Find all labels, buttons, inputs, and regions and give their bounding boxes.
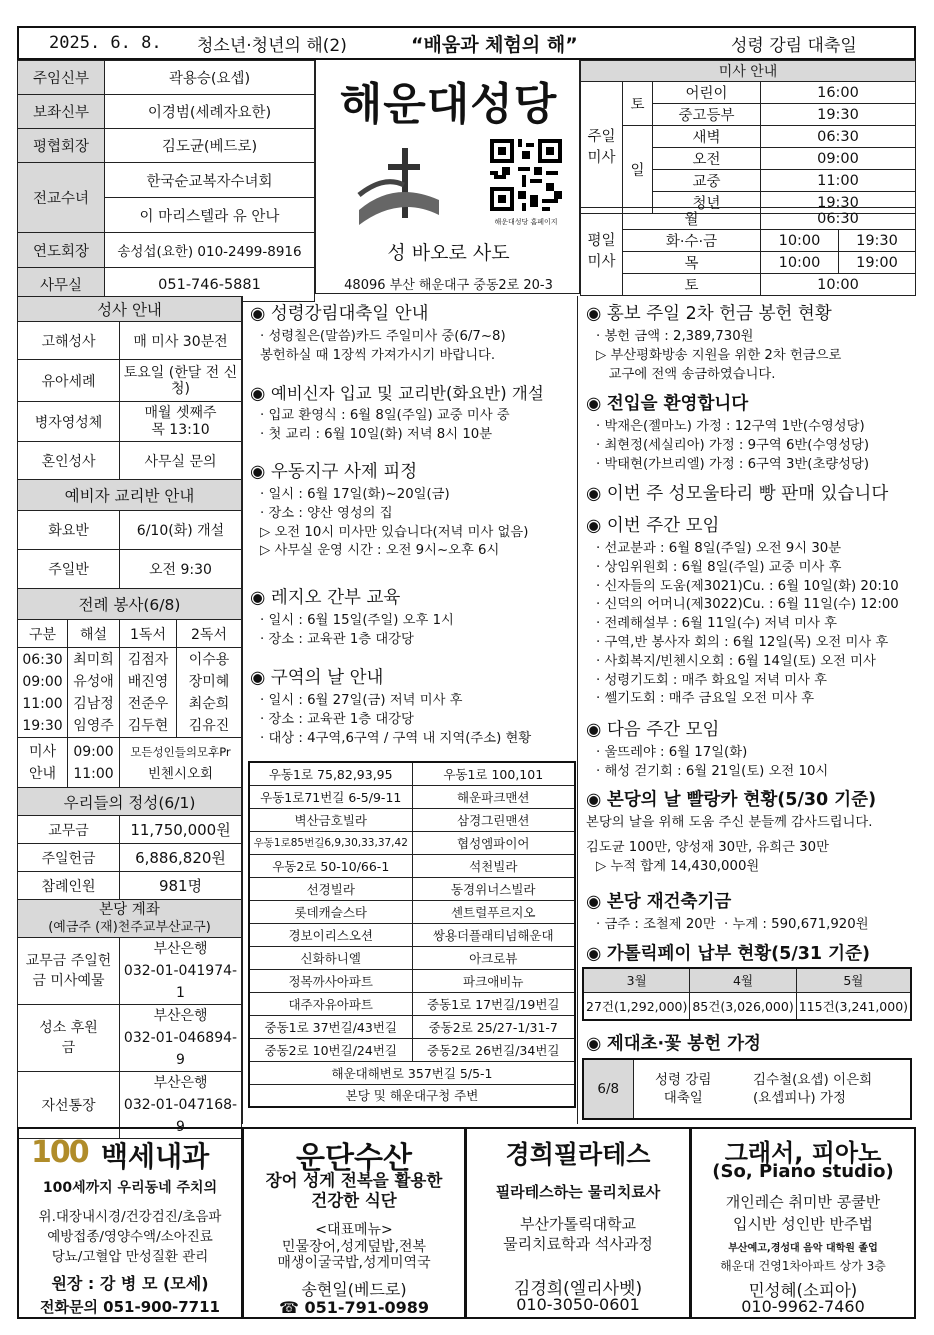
bullet-icon: ◉ <box>586 1034 607 1054</box>
liturgy-header: 1독서 <box>120 620 177 648</box>
notice-line: · 쎌기도회 : 매주 금요일 오전 미사 후 <box>596 691 815 707</box>
notice-bread-sale <box>586 480 916 508</box>
pay-month: 5월 <box>796 968 911 992</box>
account-number: 032-01-046894-9 <box>123 1030 238 1068</box>
notice-line: · 대상 : 4구역,6구역 / 구역 내 지역(주소) 현황 <box>260 730 532 746</box>
account-label: 교무금 주일헌금 미사예물 <box>18 938 120 1005</box>
district-row <box>249 808 575 831</box>
qr-caption: 해운대성당 홈페이지 <box>494 218 558 226</box>
bullet-icon: ◉ <box>250 462 271 482</box>
notice-rebuild-fund <box>586 888 916 935</box>
bullet-icon: ◉ <box>586 790 607 810</box>
liturgy-cell: 최순희 <box>188 695 230 712</box>
bullet-icon: ◉ <box>586 394 607 414</box>
staff-role: 주임신부 <box>32 71 90 87</box>
ad-contact: 전화문의 051-900-7711 <box>39 1298 220 1316</box>
liturgy-cell: 배진영 <box>127 673 169 690</box>
district-cell: 아크로뷰 <box>412 946 575 969</box>
liturgy-cell: 19:30 <box>22 717 63 734</box>
weekday-mass-table <box>580 207 916 296</box>
patron-saint: 성 바오로 사도 <box>387 242 510 264</box>
notice-title: 가톨릭페이 납부 현황(5/31 기준) <box>606 944 870 964</box>
notice-line: · 구역,반 봉사자 회의 : 6월 12일(목) 오전 미사 후 <box>596 634 889 650</box>
ad-subtitle: (So, Piano studio) <box>712 1161 894 1182</box>
district-cell: 벽산금호빌라 <box>249 808 412 831</box>
ad-line: 당뇨/고혈압 만성질환 관리 <box>51 1249 209 1265</box>
ad-line: 입시반 성인반 반주법 <box>733 1215 873 1233</box>
sunday-mass-label: 주일미사 <box>581 82 623 214</box>
staff-name: 한국순교복자수녀회 <box>146 173 273 190</box>
ad-contact: 민성혜(소피아) <box>748 1281 858 1300</box>
mass-time: 19:00 <box>839 252 916 274</box>
mass-guide-label: 미사 안내 <box>18 738 68 788</box>
pay-value: 115건(3,241,000) <box>796 992 911 1020</box>
accounts-subtitle: (예금주 (재)천주교부산교구) <box>48 919 211 935</box>
district-row <box>249 831 575 854</box>
offering-label: 주일헌금 <box>18 844 120 872</box>
staff-name: 이 마리스텔라 유 안나 <box>139 208 280 225</box>
notice-this-week <box>586 512 916 709</box>
bullet-icon: ◉ <box>250 304 271 324</box>
notice-altar <box>586 1030 916 1058</box>
mass-title: 미사 안내 <box>581 61 916 82</box>
notice-line: · 전례해설부 : 6월 11일(수) 저녁 미사 후 <box>596 616 838 632</box>
offering-label: 참례인원 <box>18 872 120 900</box>
notice-line: · 선교분과 : 6월 8일(주일) 오전 9시 30분 <box>596 541 842 556</box>
liturgy-cell: 임영주 <box>73 717 114 734</box>
liturgy-header: 해설 <box>68 620 120 648</box>
staff-name: 이경범(세례자요한) <box>147 105 272 121</box>
ad-line: 부산가톨릭대학교 <box>520 1215 636 1233</box>
notice-line: 본당의 날을 위해 도움 주신 분들께 감사드립니다. <box>586 815 873 830</box>
bullet-icon: ◉ <box>586 892 607 912</box>
mass-name: 중고등부 <box>653 104 761 126</box>
notice-line: · 일시 : 6월 17일(화)~20일(금) <box>260 487 450 502</box>
staff-role: 평협회장 <box>32 139 90 155</box>
ad-contact: 송현일(베드로) <box>301 1280 407 1299</box>
altar-date: 6/8 <box>583 1059 633 1119</box>
mass-name: 목 <box>623 252 761 274</box>
offering-value: 11,750,000원 <box>120 816 242 844</box>
district-cell: 우동1로 100,101 <box>412 762 575 785</box>
offering-title: 우리들의 정성(6/1) <box>18 788 242 816</box>
liturgy-cell: 김두현 <box>127 717 169 734</box>
ad-line: 위.대장내시경/건강검진/초음파 <box>38 1209 222 1225</box>
clinic-logo-icon: 100 <box>31 1135 88 1170</box>
offering-value: 6,886,820원 <box>120 844 242 872</box>
mass-time: 10:00 <box>761 274 916 296</box>
notice-welcome <box>586 390 916 474</box>
notice-line: 교구에 전액 송금하였습니다. <box>596 366 776 382</box>
liturgy-header: 2독서 <box>177 620 242 648</box>
ad-tagline: 100세까지 우리동네 주치의 <box>42 1180 218 1196</box>
ad-line: 매생이굴국밥,성게미역국 <box>277 1255 431 1271</box>
notice-line: · 최현정(세실리아) 가정 : 9구역 6반(수영성당) <box>596 437 870 453</box>
liturgy-cell: 장미혜 <box>188 673 230 690</box>
mass-name: 오전 <box>653 148 761 170</box>
district-row <box>249 1038 575 1061</box>
bullet-icon: ◉ <box>250 668 271 688</box>
notice-line: · 박재은(젤마노) 가정 : 12구역 1반(수영성당) <box>596 419 865 434</box>
ad-title: 그래서, 피아노 <box>724 1139 882 1167</box>
district-cell: 경보이리스오션 <box>249 923 412 946</box>
district-cell: 우동1로 75,82,93,95 <box>249 762 412 785</box>
ad-title: 백세내과 <box>101 1140 210 1173</box>
notice-line: 김도균 100만, 양성재 30만, 유희근 30만 <box>586 839 829 855</box>
staff-name: 김도균(베드로) <box>161 139 258 155</box>
bullet-icon: ◉ <box>586 516 607 536</box>
liturgy-cell: 09:00 <box>22 673 63 690</box>
notice-title: 제대초·꽃 봉헌 가정 <box>606 1034 761 1054</box>
ad-tagline: 장어 성게 전복을 활용한 건강한 식단 <box>265 1171 443 1210</box>
district-cell: 석천빌라 <box>412 854 575 877</box>
mass-time: 10:00 <box>761 252 839 274</box>
district-row <box>249 785 575 808</box>
year-theme: 청소년·청년의 해(2) <box>197 35 347 56</box>
liturgy-cell: 최미희 <box>73 651 114 668</box>
district-row <box>249 1061 575 1084</box>
notice-line: · 사회복지/빈첸시오회 : 6월 14일(토) 오전 미사 <box>596 653 876 669</box>
accounts-title: 본당 계좌 <box>99 901 160 918</box>
ad-pilates <box>465 1127 691 1319</box>
bullet-icon: ◉ <box>586 944 607 964</box>
mass-time: 19:30 <box>761 104 916 126</box>
notice-line: ▷ 오전 10시 미사만 있습니다(저녁 미사 없음) <box>260 524 529 540</box>
ad-address: 해운대 건영1차아파트 상가 3층 <box>720 1259 886 1273</box>
weekday-mass-label: 평일미사 <box>581 208 623 296</box>
district-row <box>249 877 575 900</box>
notice-line: · 신자들의 도움(제3021)Cu. : 6월 10일(화) 20:10 <box>596 578 899 594</box>
district-row <box>249 1084 575 1107</box>
mass-schedule-table <box>580 60 916 214</box>
notice-retreat <box>250 458 576 561</box>
pay-month: 3월 <box>583 968 690 992</box>
district-cell: 쌍용더플래티넘해운대 <box>412 923 575 946</box>
notice-line: · 성령칠은(말씀)카드 주일미사 중(6/7~8) <box>260 329 506 344</box>
saturday-label: 토 <box>623 82 653 126</box>
district-cell: 파크애비뉴 <box>412 969 575 992</box>
bullet-icon: ◉ <box>250 384 271 404</box>
notice-title: 전입을 환영합니다 <box>606 394 749 414</box>
mass-name: 청년 <box>653 192 761 214</box>
account-bank: 부산은행 <box>153 1075 208 1091</box>
offering-value: 981명 <box>120 872 242 900</box>
district-cell: 정목까사아파트 <box>249 969 412 992</box>
catholic-pay-table <box>582 967 912 1021</box>
mass-name: 새벽 <box>653 126 761 148</box>
staff-role: 연도회장 <box>32 243 90 260</box>
district-cell: 센트럴푸르지오 <box>412 900 575 923</box>
district-cell: 삼경그린맨션 <box>412 808 575 831</box>
left-lower-table <box>17 296 242 1139</box>
altar-families: 김수철(요셉) 이은희(요셉피나) 가정 <box>733 1059 911 1119</box>
notice-line: · 봉헌 금액 : 2,389,730원 <box>596 329 754 344</box>
staff-table <box>17 60 315 302</box>
liturgy-cell: 11:00 <box>22 695 63 712</box>
notice-title: 이번 주 성모울타리 빵 판매 있습니다 <box>606 484 889 504</box>
liturgy-cell: 06:30 <box>22 651 63 668</box>
district-cell: 중동1로 17번길/19번길 <box>412 992 575 1015</box>
pay-month: 4월 <box>690 968 796 992</box>
mass-time: 19:30 <box>761 192 916 214</box>
catechumen-value: 6/10(화) 개설 <box>120 511 242 550</box>
notice-line: · 일시 : 6월 15일(주일) 오후 1시 <box>260 613 454 628</box>
feast-name: 성령 강림 대축일 <box>731 35 857 56</box>
staff-name: 곽용승(요셉) <box>168 71 251 87</box>
mass-time: 06:30 <box>761 126 916 148</box>
notice-next-week <box>586 716 916 782</box>
notice-district-day <box>250 664 576 748</box>
header-bar <box>17 26 916 60</box>
notice-title: 본당의 날 빨랑카 현황(5/30 기준) <box>606 790 877 810</box>
bulletin-date: 2025. 6. 8. <box>49 33 162 53</box>
notice-title: 구역의 날 안내 <box>270 668 384 688</box>
notice-catechumen <box>250 380 576 445</box>
district-cell: 우동2로 50-10/66-1 <box>249 854 412 877</box>
sacrament-label: 유아세례 <box>18 360 120 402</box>
pay-value: 85건(3,026,000) <box>690 992 796 1020</box>
district-cell: 중동2로 10번길/24번길 <box>249 1038 412 1061</box>
church-emblem-icon <box>354 140 444 235</box>
district-cell: 선경빌라 <box>249 877 412 900</box>
church-address: 48096 부산 해운대구 중동2로 20-3 <box>344 278 553 293</box>
liturgy-cell: 전준우 <box>127 695 169 712</box>
homepage-qr-icon[interactable] <box>486 135 566 215</box>
liturgy-title: 전례 봉사(6/8) <box>18 589 242 620</box>
ad-tagline: 필라테스하는 물리치료사 <box>495 1183 661 1201</box>
catechumen-label: 화요반 <box>18 511 120 550</box>
notice-title: 홍보 주일 2차 헌금 봉헌 현황 <box>606 304 832 324</box>
ad-small: 부산예고,경성대 음악 대학원 졸업 <box>728 1243 878 1254</box>
mass-time: 16:00 <box>761 82 916 104</box>
mass-name: 월 <box>623 208 761 230</box>
district-row <box>249 946 575 969</box>
account-bank: 부산은행 <box>153 941 208 957</box>
account-number: 032-01-047168-9 <box>123 1097 238 1135</box>
sunday-label: 일 <box>623 126 653 214</box>
district-cell: 대주자유아파트 <box>249 992 412 1015</box>
ad-line: 개인레슨 취미반 콩쿨반 <box>725 1193 881 1211</box>
mass-time: 19:30 <box>839 230 916 252</box>
bullet-icon: ◉ <box>250 588 271 608</box>
district-row <box>249 900 575 923</box>
mass-name: 화·수·금 <box>623 230 761 252</box>
catechumen-title: 예비자 교리반 안내 <box>18 480 242 511</box>
notice-line: · 해성 걷기회 : 6월 21일(토) 오전 10시 <box>596 763 829 779</box>
liturgy-cell: 김유진 <box>188 717 230 734</box>
pay-value: 27건(1,292,000) <box>583 992 690 1020</box>
district-cell: 롯데캐슬스타 <box>249 900 412 923</box>
notice-line: · 상임위원회 : 6월 8일(주일) 교중 미사 후 <box>596 559 842 575</box>
notice-line: · 장소 : 교육관 1층 대강당 <box>260 711 414 727</box>
notice-title: 본당 재건축기금 <box>606 892 732 912</box>
mass-name: 교중 <box>653 170 761 192</box>
notice-line: · 금주 : 조철제 20만 · 누계 : 590,671,920원 <box>596 917 869 932</box>
mass-name: 토 <box>623 274 761 296</box>
altar-occasion: 성령 강림 대축일 <box>633 1059 733 1119</box>
liturgy-cell: 김점자 <box>127 651 169 668</box>
notice-title: 이번 주간 모임 <box>606 516 720 536</box>
notice-title: 예비신자 입교 및 교리반(화요반) 개설 <box>270 384 544 403</box>
catechumen-label: 주일반 <box>18 550 120 589</box>
guide-group: 빈첸시오회 <box>147 765 214 782</box>
liturgy-cell: 김남정 <box>73 695 114 712</box>
ad-title: 운단수산 <box>296 1141 412 1176</box>
notice-legio <box>250 584 576 650</box>
ad-title: 경희필라테스 <box>505 1140 651 1169</box>
district-cell: 해운파크맨션 <box>412 785 575 808</box>
notice-line: · 울뜨레야 : 6월 17일(화) <box>596 745 748 760</box>
ad-piano <box>690 1127 916 1319</box>
liturgy-cell: 유성애 <box>73 673 114 690</box>
notice-line: · 첫 교리 : 6월 10일(화) 저녁 8시 10분 <box>260 426 493 442</box>
ad-contact: 010-3050-0601 <box>516 1295 640 1314</box>
ad-contact: 원장 : 강 병 모 (모세) <box>51 1274 209 1293</box>
sacraments-title: 성사 안내 <box>18 297 242 322</box>
notice-line: ▷ 누적 합계 14,430,000원 <box>596 858 760 874</box>
district-cell: 신화하니엘 <box>249 946 412 969</box>
ad-line: 민물장어,성게덮밥,전복 <box>281 1239 427 1255</box>
ad-contact: ☎ 051-791-0989 <box>278 1298 430 1317</box>
notice-line: · 입교 환영식 : 6월 8일(주일) 교중 미사 중 <box>260 408 510 423</box>
mass-time: 11:00 <box>761 170 916 192</box>
sacrament-label: 병자영성체 <box>18 402 120 442</box>
district-row <box>249 762 575 785</box>
church-logo-box <box>315 60 580 294</box>
district-row <box>249 923 575 946</box>
ad-contact: 010-9962-7460 <box>741 1297 865 1316</box>
district-cell: 본당 및 해운대구청 주변 <box>249 1084 575 1107</box>
staff-name: 송성섭(요한) 010-2499-8916 <box>117 244 302 260</box>
mass-time: 10:00 <box>761 230 839 252</box>
account-label: 자선통장 <box>18 1072 120 1139</box>
catechumen-value: 오전 9:30 <box>120 550 242 589</box>
district-cell: 우동1로71번길 6-5/9-11 <box>249 785 412 808</box>
bullet-icon: ◉ <box>586 484 607 504</box>
notice-line: ▷ 부산평화방송 지원을 위한 2차 헌금으로 <box>596 347 842 363</box>
district-row <box>249 1015 575 1038</box>
ad-clinic <box>17 1127 243 1319</box>
notice-line: ▷ 사무실 운영 시간 : 오전 9시~오후 6시 <box>260 543 500 559</box>
district-row <box>249 969 575 992</box>
notice-line: · 일시 : 6월 27일(금) 저녁 미사 후 <box>260 693 463 708</box>
notice-title: 다음 주간 모임 <box>606 720 720 740</box>
notice-title: 성령강림대축일 안내 <box>270 304 429 324</box>
sacrament-label: 혼인성사 <box>18 442 120 480</box>
district-cell: 동경위너스빌라 <box>412 877 575 900</box>
notice-line: 봉헌하실 때 1장씩 가져가시기 바랍니다. <box>260 347 496 363</box>
staff-role: 전교수녀 <box>32 191 90 207</box>
bullet-icon: ◉ <box>586 304 607 324</box>
notice-line: · 장소 : 교육관 1층 대강당 <box>260 631 414 647</box>
staff-name: 051-746-5881 <box>158 276 261 293</box>
ad-line: <대표메뉴> <box>315 1222 393 1238</box>
notice-line: · 박태현(가브리엘) 가정 : 6구역 3반(초량성당) <box>596 456 870 472</box>
notice-catholic-pay <box>586 940 916 968</box>
notice-line: · 신덕의 어머니(제3022)Cu. : 6월 11일(수) 12:00 <box>596 597 899 613</box>
notice-palanca <box>586 786 916 876</box>
notice-pentecost <box>250 300 576 366</box>
district-cell: 중동2로 26번길/34번길 <box>412 1038 575 1061</box>
staff-role: 보좌신부 <box>32 105 90 121</box>
bullet-icon: ◉ <box>586 720 607 740</box>
mass-time: 06:30 <box>761 208 916 230</box>
mass-time: 09:00 <box>761 148 916 170</box>
district-cell: 해운대해변로 357번길 5/5-1 <box>249 1061 575 1084</box>
slogan: “배움과 체험의 해” <box>411 33 578 56</box>
guide-time: 09:00 <box>73 743 114 760</box>
district-cell: 중동1로 37번길/43번길 <box>249 1015 412 1038</box>
notice-line: · 성령기도회 : 매주 화요일 저녁 미사 후 <box>596 672 827 688</box>
district-row <box>249 854 575 877</box>
notice-line: · 장소 : 양산 영성의 집 <box>260 505 393 521</box>
district-cell: 중동2로 25/27-1/31-7 <box>412 1015 575 1038</box>
guide-time: 11:00 <box>73 765 114 782</box>
sacrament-value: 토요일 (한달 전 신청) <box>120 360 242 402</box>
mass-name: 어린이 <box>653 82 761 104</box>
ad-seafood <box>242 1127 466 1319</box>
account-number: 032-01-041974-1 <box>123 963 238 1001</box>
notice-title: 레지오 간부 교육 <box>270 588 401 608</box>
district-table <box>248 761 576 1108</box>
guide-group: 모든성인들의모후Pr <box>130 744 231 759</box>
ad-line: 예방접종/영양수액/소아진료 <box>47 1229 213 1245</box>
notice-promo-sunday <box>586 300 916 384</box>
district-row <box>249 992 575 1015</box>
altar-table <box>582 1058 912 1120</box>
offering-label: 교무금 <box>18 816 120 844</box>
sacrament-label: 고해성사 <box>18 322 120 360</box>
ad-contact: 김경희(엘리사벳) <box>513 1279 643 1299</box>
liturgy-cell: 이수용 <box>188 651 230 668</box>
sacrament-value: 사무실 문의 <box>120 442 242 480</box>
account-label: 성소 후원금 <box>18 1005 120 1072</box>
sacrament-value: 매 미사 30분전 <box>120 322 242 360</box>
district-cell: 협성엠파이어 <box>412 831 575 854</box>
notice-title: 우동지구 사제 피정 <box>270 462 418 482</box>
district-cell: 우동1로85번길6,9,30,33,37,42 <box>249 831 412 854</box>
account-bank: 부산은행 <box>153 1008 208 1024</box>
liturgy-header: 구분 <box>18 620 68 648</box>
staff-role: 사무실 <box>39 278 83 294</box>
sacrament-value: 매월 셋째주 목 13:10 <box>120 402 242 442</box>
ad-line: 물리치료학과 석사과정 <box>503 1235 653 1253</box>
church-name: 해운대성당 <box>339 79 558 130</box>
